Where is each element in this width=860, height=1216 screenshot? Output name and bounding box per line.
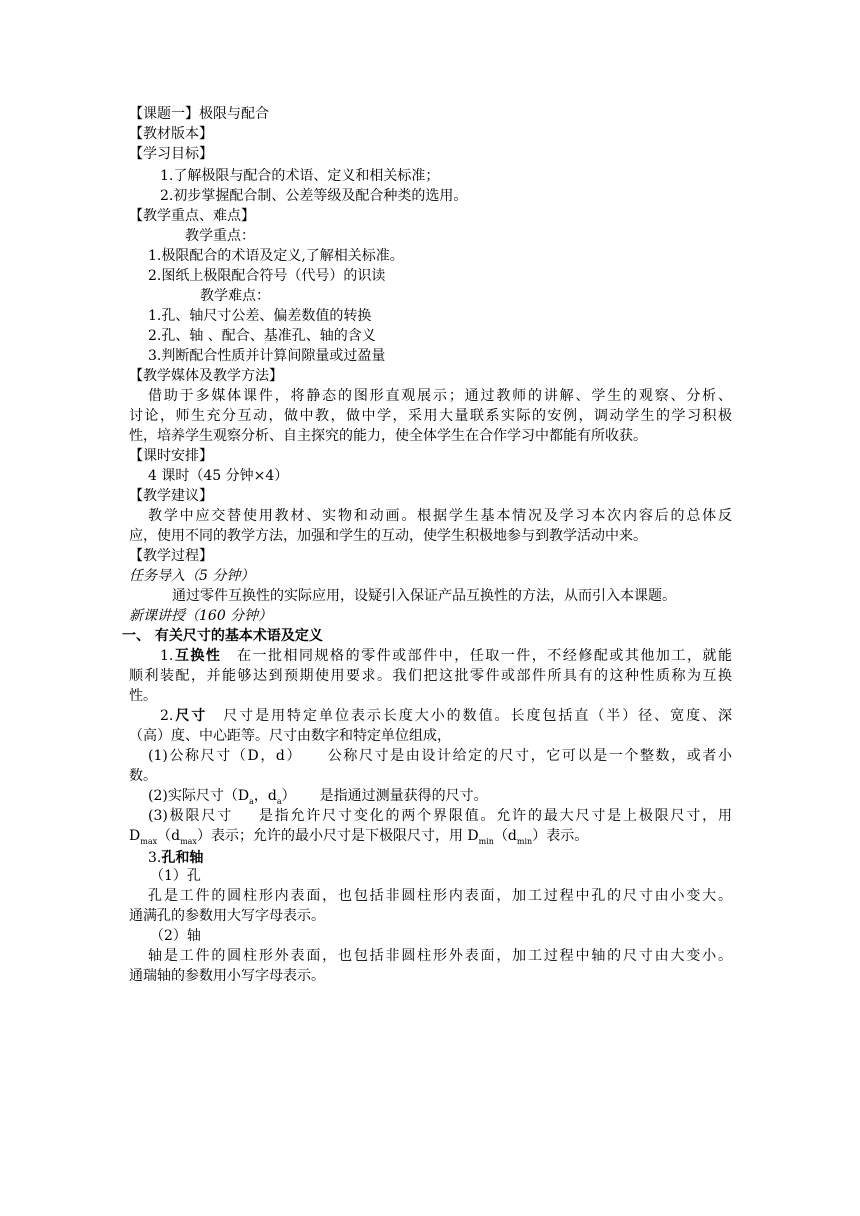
topic-label: 【课题一】 [129, 106, 199, 122]
section-title: 一、 有关尺寸的基本术语及定义 [122, 628, 323, 644]
media-paragraph-line: 借助于多媒体课件，将静态的图形直观展示；通过教师的讲解、学生的观察、分析、 [148, 388, 732, 404]
key-points-heading: 【教学重点、难点】 [129, 208, 255, 224]
nominal-size-line: 数。 [129, 768, 157, 784]
hole-paragraph-line: 孔是工件的圆柱形内表面，也包括非圆柱形内表面，加工过程中孔的尺寸由小变大。 [148, 888, 732, 904]
size-line: 2.尺寸 尺寸是用特定单位表示长度大小的数值。长度包括直（半）径、宽度、深 [160, 708, 733, 724]
interchange-line: 1.互换性 在一批相同规格的零件或部件中，任取一件，不经修配或其他加工，就能 [160, 648, 733, 664]
media-paragraph-line: 性，培养学生观察分析、自主探究的能力，使全体学生在合作学习中都能有所收获。 [129, 428, 647, 444]
process-heading: 【教学过程】 [129, 548, 213, 564]
interchange-line: 性。 [129, 688, 157, 704]
actual-size-line: (2)实际尺寸（$D_a$，$d_a$） 是指通过测量获得的尺寸。 [148, 788, 488, 806]
focus-title: 教学重点： [185, 228, 255, 244]
interchange-line: 顺利装配，并能够达到预期使用要求。我们把这批零件或部件所具有的这种性质称为互换 [129, 668, 732, 684]
shaft-paragraph-line: 通瑞轴的参数用小写字母表示。 [129, 968, 325, 984]
advice-heading: 【教学建议】 [129, 488, 213, 504]
difficulty-title: 教学难点： [200, 288, 270, 304]
nominal-size-line: (1)公称尺寸（D，d） 公称尺寸是由设计给定的尺寸，它可以是一个整数，或者小 [148, 748, 732, 764]
advice-paragraph-line: 应，使用不同的教学方法，加强和学生的互动，使学生积极地参与到教学活动中来。 [129, 528, 647, 544]
limit-size-line: (3)极限尺寸 是指允许尺寸变化的两个界限值。允许的最大尺寸是上极限尺寸，用 [148, 808, 732, 824]
objective-item: 1.了解极限与配合的术语、定义和相关标准； [160, 168, 440, 184]
objective-item: 2.初步掌握配合制、公差等级及配合种类的选用。 [160, 188, 468, 204]
term-interchangeability: 互换性 [173, 648, 222, 664]
new-lesson-title: 新课讲授（160 分钟） [129, 608, 273, 624]
term-size: 尺寸 [173, 708, 208, 724]
difficulty-item: 1.孔、轴尺寸公差、偏差数值的转换 [148, 308, 372, 324]
media-heading: 【教学媒体及教学方法】 [129, 368, 283, 384]
size-line: （高）度、中心距等。尺寸由数字和特定单位组成， [129, 728, 451, 744]
schedule-text: 4 课时（45 分钟×4） [148, 468, 289, 484]
intro-text: 通过零件互换性的实际应用，设疑引入保证产品互换性的方法，从而引入本课题。 [172, 588, 676, 604]
hole-shaft-heading: 3.孔和轴 [148, 850, 204, 866]
topic-title: 极限与配合 [199, 106, 269, 122]
shaft-label: （2）轴 [150, 928, 201, 944]
hole-label: （1）孔 [150, 868, 201, 884]
shaft-paragraph-line: 轴是工件的圆柱形外表面，也包括非圆柱形外表面，加工过程中轴的尺寸由大变小。 [148, 948, 732, 964]
intro-title: 任务导入（5 分钟） [129, 568, 255, 584]
hole-paragraph-line: 通满孔的参数用大写字母表示。 [129, 908, 325, 924]
focus-item: 2.图纸上极限配合符号（代号）的识读 [148, 268, 386, 284]
media-paragraph-line: 讨论，师生充分互动，做中教，做中学，采用大量联系实际的安例，调动学生的学习积极 [129, 408, 732, 424]
difficulty-item: 3.判断配合性质并计算间隙量或过盈量 [148, 348, 386, 364]
advice-paragraph-line: 教学中应交替使用教材、实物和动画。根据学生基本情况及学习本次内容后的总体反 [148, 508, 732, 524]
hole-shaft-title: 孔和轴 [161, 850, 204, 866]
objectives-heading: 【学习目标】 [129, 146, 213, 162]
schedule-heading: 【课时安排】 [129, 448, 213, 464]
topic-heading [129, 104, 734, 124]
difficulty-item: 2.孔、轴 、配合、基准孔、轴的含义 [148, 328, 376, 344]
limit-size-line: $D_{max}(d_{max})$表示；允许的最小尺寸是下极限尺寸，用 $D_{min}(d_{min})$表示。 [129, 828, 589, 846]
focus-item: 1.极限配合的术语及定义,了解相关标准。 [148, 248, 404, 264]
edition-heading: 【教材版本】 [129, 126, 213, 142]
